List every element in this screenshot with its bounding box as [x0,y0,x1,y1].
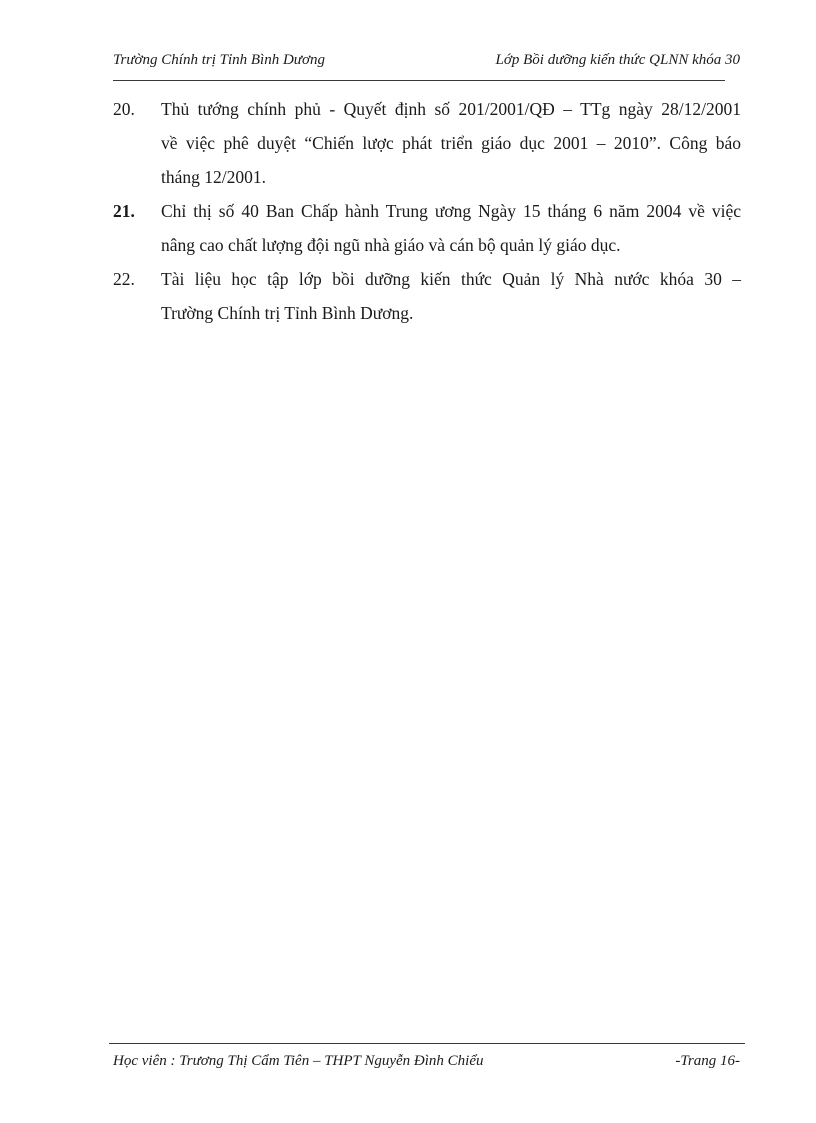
reference-line: Chỉ thị số 40 Ban Chấp hành Trung ương Ngày 15 tháng 6 năm 2004 về việc [161,201,741,221]
reference-item-20 [113,92,741,194]
header-school-name: Trường Chính trị Tỉnh Bình Dương [113,52,325,68]
reference-list [113,92,741,330]
reference-item-21 [113,194,741,262]
footer-divider [109,1043,745,1044]
footer-student-name: Học viên : Trương Thị Cẩm Tiên – THPT Nguyễn Đình Chiểu [113,1053,484,1069]
reference-line: tháng 12/2001. [161,167,266,187]
reference-number: 22. [113,269,135,289]
reference-text [161,262,741,330]
reference-line: nâng cao chất lượng đội ngũ nhà giáo và cán bộ quản lý giáo dục. [161,235,621,255]
page-footer [113,1053,740,1075]
reference-number: 21. [113,201,135,221]
reference-line: Tài liệu học tập lớp bồi dưỡng kiến thức Quản lý Nhà nước khóa 30 – [161,269,741,289]
page-number: -Trang 16- [675,1053,740,1069]
reference-number: 20. [113,99,135,119]
header-course-name: Lớp Bồi dưỡng kiến thức QLNN khóa 30 [495,52,740,68]
reference-line: Trường Chính trị Tỉnh Bình Dương. [161,303,414,323]
header-divider [113,80,725,81]
reference-item-22 [113,262,741,330]
reference-line: về việc phê duyệt “Chiến lược phát triển giáo dục 2001 – 2010”. Công báo [161,133,741,153]
reference-text [161,194,741,262]
page-header [113,52,740,74]
reference-line: Thủ tướng chính phủ - Quyết định số 201/2001/QĐ – TTg ngày 28/12/2001 [161,99,741,119]
reference-text [161,92,741,194]
